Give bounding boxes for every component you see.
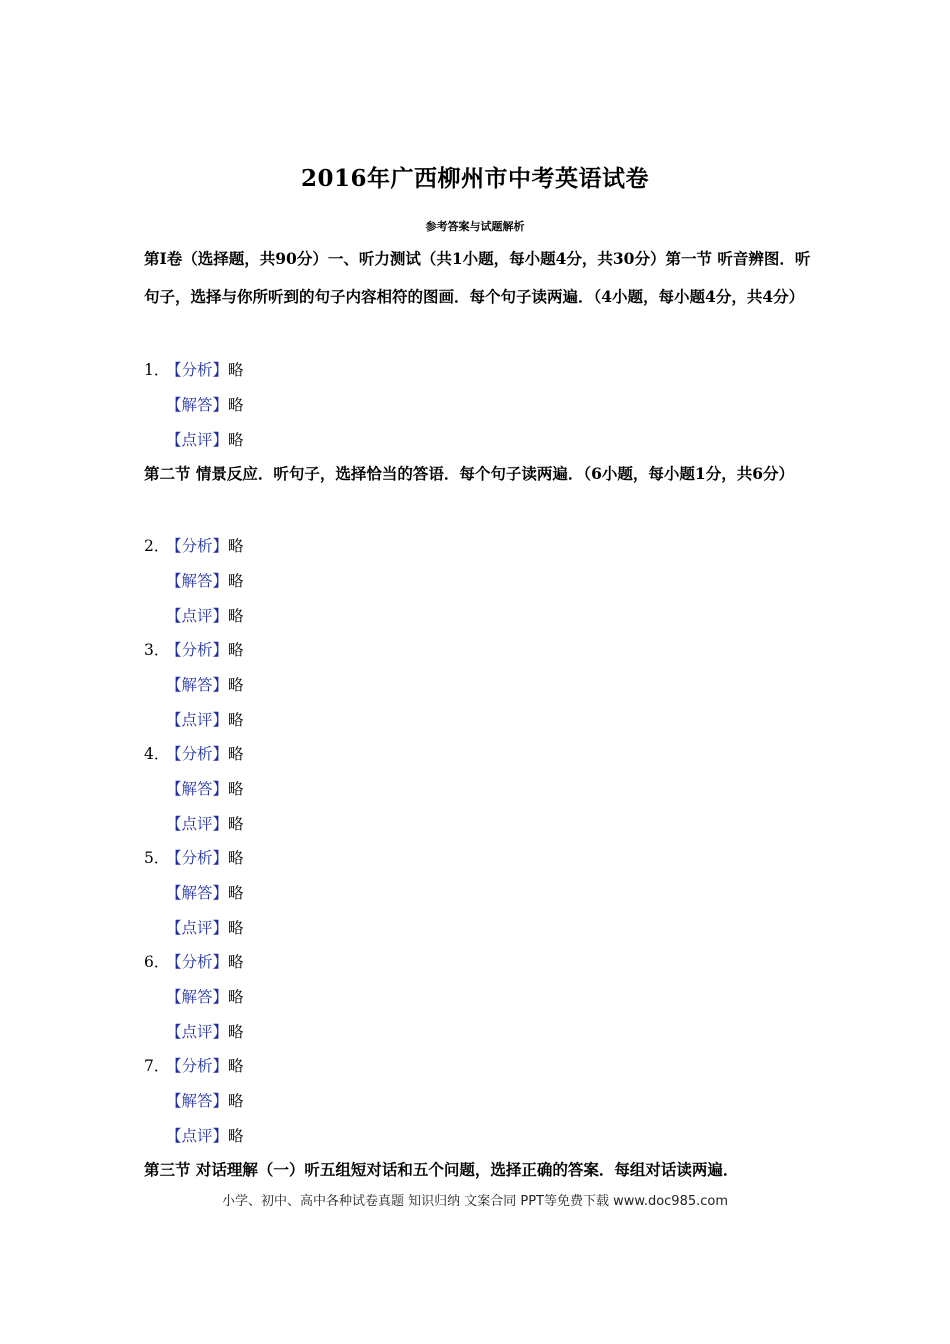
item-number: 1．: [144, 361, 170, 379]
comment-text: 略: [228, 919, 244, 937]
item-7-analysis: [144, 1056, 244, 1076]
comment-text: 略: [228, 711, 244, 729]
item-number: 2．: [144, 537, 170, 555]
section-2-heading: 第二节 情景反应．听句子，选择恰当的答语．每个句子读两遍．（6小题，每小题1分，共6分）: [144, 464, 795, 483]
comment-text: 略: [228, 607, 244, 625]
item-2-analysis: [144, 536, 244, 556]
item-5-comment: [166, 918, 244, 938]
item-6-analysis: [144, 952, 244, 972]
comment-text: 略: [228, 1023, 244, 1041]
analysis-label: 【分析】: [166, 849, 229, 867]
document-title: 2016年广西柳州市中考英语试卷: [300, 165, 649, 192]
item-number: 3．: [144, 641, 170, 659]
analysis-text: 略: [228, 849, 244, 867]
item-6-comment: [166, 1022, 244, 1042]
section-3-heading: 第三节 对话理解（一）听五组短对话和五个问题，选择正确的答案．每组对话读两遍．: [144, 1160, 739, 1179]
item-4-comment: [166, 814, 244, 834]
answer-text: 略: [228, 1092, 244, 1110]
analysis-label: 【分析】: [166, 1057, 229, 1075]
item-1-answer: [166, 395, 244, 415]
comment-label: 【点评】: [166, 1127, 229, 1145]
document-subtitle: 参考答案与试题解析: [425, 220, 525, 233]
answer-text: 略: [228, 884, 244, 902]
answer-text: 略: [228, 572, 244, 590]
comment-label: 【点评】: [166, 431, 229, 449]
item-5-answer: [166, 883, 244, 903]
answer-label: 【解答】: [166, 572, 229, 590]
item-4-answer: [166, 779, 244, 799]
item-number: 7．: [144, 1057, 170, 1075]
analysis-text: 略: [228, 537, 244, 555]
comment-label: 【点评】: [166, 815, 229, 833]
answer-text: 略: [228, 676, 244, 694]
answer-label: 【解答】: [166, 396, 229, 414]
item-3-comment: [166, 710, 244, 730]
answer-text: 略: [228, 988, 244, 1006]
item-4-analysis: [144, 744, 244, 764]
answer-label: 【解答】: [166, 676, 229, 694]
item-3-answer: [166, 675, 244, 695]
comment-label: 【点评】: [166, 919, 229, 937]
analysis-text: 略: [228, 745, 244, 763]
item-5-analysis: [144, 848, 244, 868]
analysis-label: 【分析】: [166, 641, 229, 659]
page-footer: 小学、初中、高中各种试卷真题 知识归纳 文案合同 PPT等免费下载 www.doc985.com: [221, 1194, 729, 1209]
item-1-comment: [166, 430, 244, 450]
comment-label: 【点评】: [166, 711, 229, 729]
section-1-heading: 第Ⅰ卷（选择题，共90分）一、听力测试（共1小题，每小题4分，共30分）第一节 听音辨图．听句子，选择与你所听到的句子内容相符的图画．每个句子读两遍．（4小题，每小题4分，共4分）: [144, 249, 811, 306]
analysis-text: 略: [228, 361, 244, 379]
answer-text: 略: [228, 780, 244, 798]
answer-label: 【解答】: [166, 884, 229, 902]
item-2-answer: [166, 571, 244, 591]
comment-text: 略: [228, 1127, 244, 1145]
item-7-comment: [166, 1126, 244, 1146]
item-number: 4．: [144, 745, 170, 763]
item-6-answer: [166, 987, 244, 1007]
answer-text: 略: [228, 396, 244, 414]
answer-label: 【解答】: [166, 988, 229, 1006]
comment-text: 略: [228, 431, 244, 449]
analysis-label: 【分析】: [166, 745, 229, 763]
item-number: 5．: [144, 849, 170, 867]
analysis-label: 【分析】: [166, 537, 229, 555]
item-1-analysis: [144, 360, 244, 380]
item-3-analysis: [144, 640, 244, 660]
answer-label: 【解答】: [166, 1092, 229, 1110]
item-number: 6．: [144, 953, 170, 971]
comment-label: 【点评】: [166, 1023, 229, 1041]
analysis-label: 【分析】: [166, 361, 229, 379]
item-2-comment: [166, 606, 244, 626]
analysis-text: 略: [228, 1057, 244, 1075]
analysis-label: 【分析】: [166, 953, 229, 971]
item-7-answer: [166, 1091, 244, 1111]
comment-text: 略: [228, 815, 244, 833]
analysis-text: 略: [228, 953, 244, 971]
analysis-text: 略: [228, 641, 244, 659]
comment-label: 【点评】: [166, 607, 229, 625]
answer-label: 【解答】: [166, 780, 229, 798]
